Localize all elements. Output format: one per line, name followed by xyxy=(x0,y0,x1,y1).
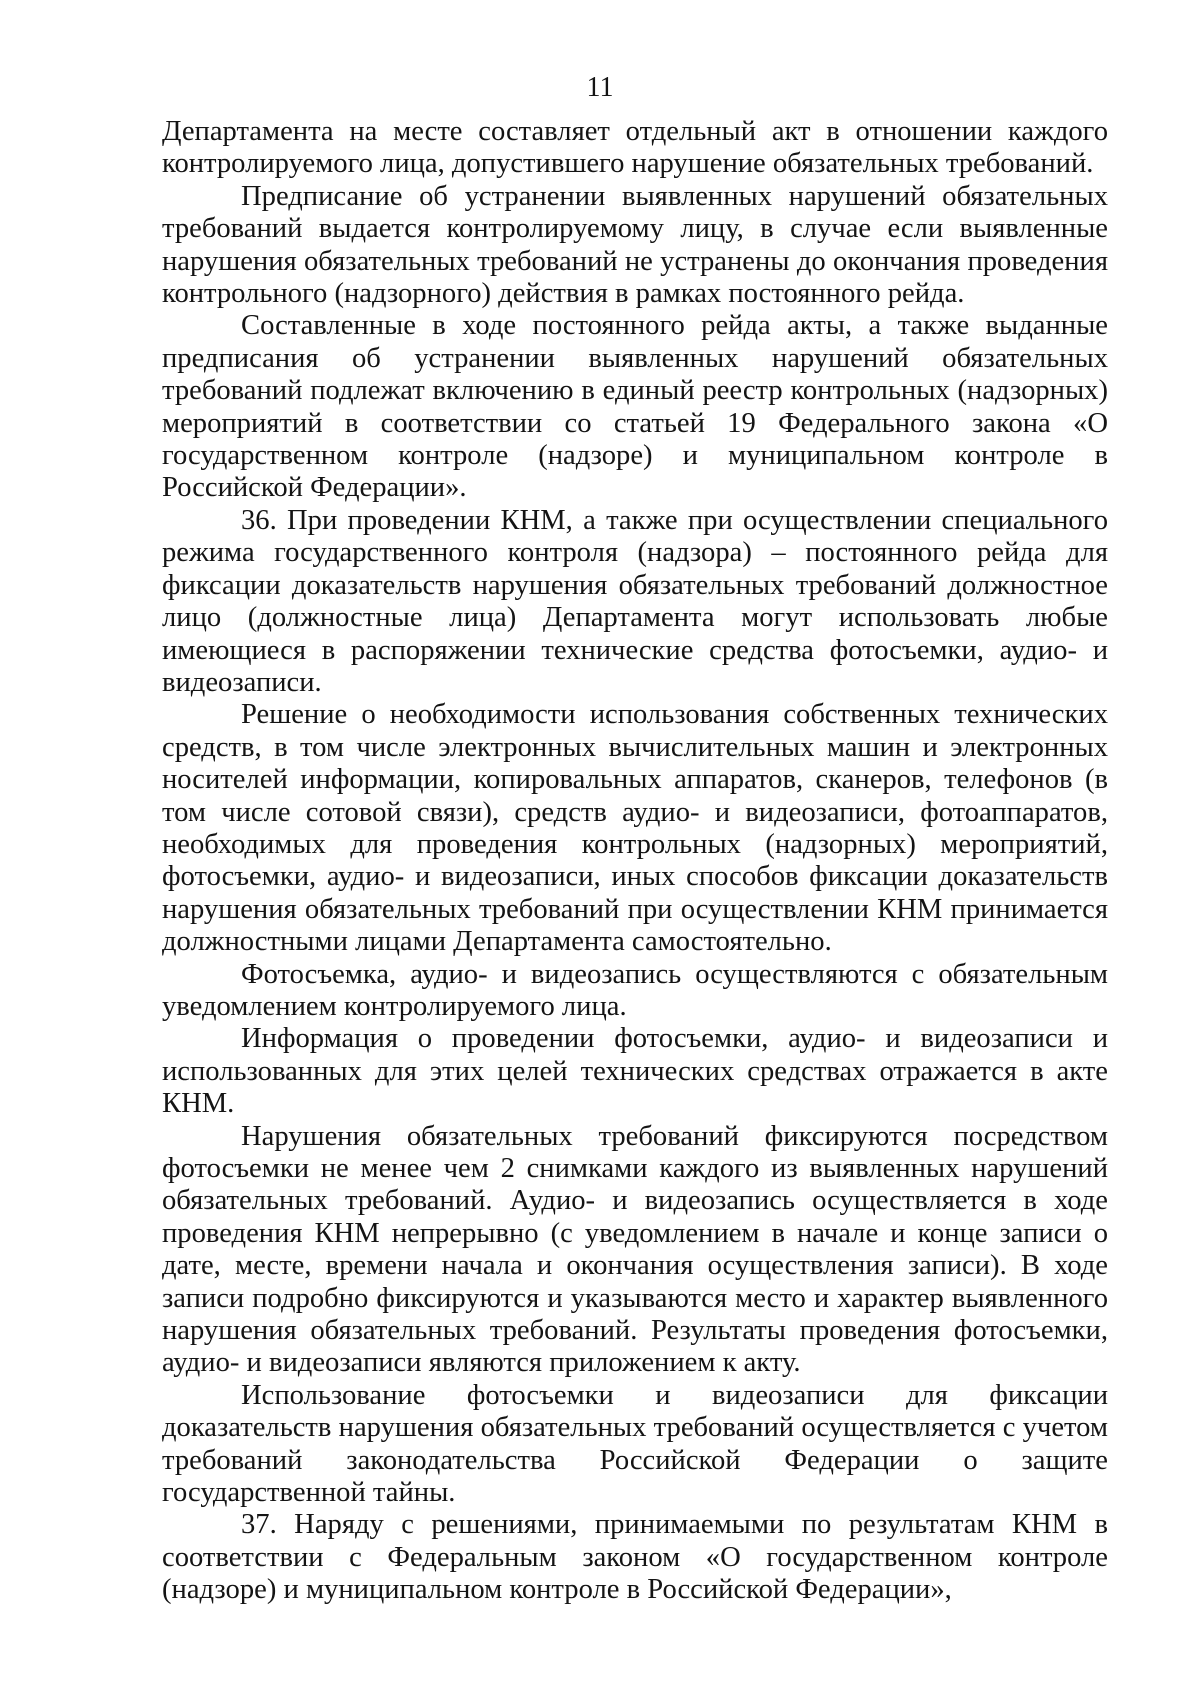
paragraph-continuation: Департамента на месте составляет отдельный акт в отношении каждого контролируемого лица, допустившего нарушение обязательных требований. xyxy=(162,116,1108,180)
paragraph-violations-recording: Нарушения обязательных требований фиксируются посредством фотосъемки не менее чем 2 снимками каждого из выявленных нарушений обязательных требований. Аудио- и видеозапись осуществляется в ходе проведения КНМ непрерывно (с уведомлением в начале и конце записи о дате, месте, времени начала и окончания осуществления записи). В ходе записи подробно фиксируются и указываются место и характер выявленного нарушения обязательных требований. Результаты проведения фотосъемки, аудио- и видеозаписи являются приложением к акту. xyxy=(162,1120,1108,1379)
paragraph-act-record: Информация о проведении фотосъемки, аудио- и видеозаписи и использованных для этих целей технических средствах отражается в акте КНМ. xyxy=(162,1023,1108,1120)
paragraph-registry: Составленные в ходе постоянного рейда акты, а также выданные предписания об устранении выявленных нарушений обязательных требований подлежат включению в единый реестр контрольных (надзорных) мероприятий в соответствии со статьей 19 Федерального закона «О государственном контроле (надзоре) и муниципальном контроле в Российской Федерации». xyxy=(162,310,1108,504)
paragraph-notification: Фотосъемка, аудио- и видеозапись осуществляются с обязательным уведомлением контролируемого лица. xyxy=(162,958,1108,1022)
page-number: 11 xyxy=(586,72,614,103)
paragraph-prescription: Предписание об устранении выявленных нарушений обязательных требований выдается контролируемому лицу, в случае если выявленные нарушения обязательных требований не устранены до окончания проведения контрольного (надзорного) действия в рамках постоянного рейда. xyxy=(162,180,1108,310)
document-body xyxy=(162,116,1108,1607)
paragraph-item-37: 37. Наряду с решениями, принимаемыми по результатам КНМ в соответствии с Федеральным законом «О государственном контроле (надзоре) и муниципальном контроле в Российской Федерации», xyxy=(162,1509,1108,1606)
paragraph-item-36: 36. При проведении КНМ, а также при осуществлении специального режима государственного контроля (надзора) – постоянного рейда для фиксации доказательств нарушения обязательных требований должностное лицо (должностные лица) Департамента могут использовать любые имеющиеся в распоряжении технические средства фотосъемки, аудио- и видеозаписи. xyxy=(162,504,1108,698)
paragraph-technical-means: Решение о необходимости использования собственных технических средств, в том числе электронных вычислительных машин и электронных носителей информации, копировальных аппаратов, сканеров, телефонов (в том числе сотовой связи), средств аудио- и видеозаписи, фотоаппаратов, необходимых для проведения контрольных (надзорных) мероприятий, фотосъемки, аудио- и видеозаписи, иных способов фиксации доказательств нарушения обязательных требований при осуществлении КНМ принимается должностными лицами Департамента самостоятельно. xyxy=(162,699,1108,958)
paragraph-state-secret: Использование фотосъемки и видеозаписи для фиксации доказательств нарушения обязательных требований осуществляется с учетом требований законодательства Российской Федерации о защите государственной тайны. xyxy=(162,1379,1108,1509)
